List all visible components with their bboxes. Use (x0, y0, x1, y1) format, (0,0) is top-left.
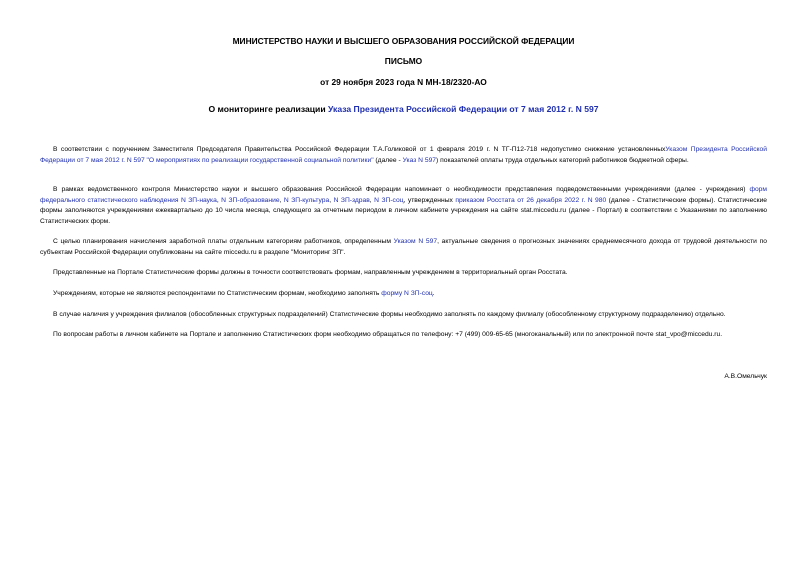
form-zp-obrazovanie-link[interactable]: N ЗП-образование (221, 196, 280, 204)
p2-text: , утвержденных (403, 196, 456, 204)
form-zp-soc-link-2[interactable]: форму N ЗП-соц (381, 290, 433, 297)
paragraph-5 (40, 289, 767, 300)
form-zp-kultura-link[interactable]: N ЗП-культура (283, 196, 330, 204)
form-zp-nauka-link[interactable]: форм федерального статистического наблюдения N ЗП-наука (40, 186, 767, 204)
decree-597-link[interactable]: Указом N 597 (393, 238, 438, 245)
p2-text: В рамках ведомственного контроля Министерство науки и высшего образования Российской Федерации напоминает о необходимости представления подведомственными учреждениями (далее - учреждения) (53, 186, 750, 193)
p5-text: . (432, 290, 435, 297)
paragraph-3 (40, 237, 767, 258)
document-date-number: от 29 ноября 2023 года N МН-18/2320-АО (320, 77, 487, 87)
subject-prefix: О мониторинге реализации (208, 104, 329, 114)
separator: , (329, 196, 334, 204)
separator: , (369, 196, 375, 204)
separator: , (279, 196, 284, 204)
paragraph-4: Представленные на Портале Статистические формы должны в точности соответствовать формам, направленным учреждением в территориальный орган Росстата. (53, 269, 568, 276)
paragraph-2 (40, 185, 767, 227)
document-subject (0, 104, 807, 115)
document-type: ПИСЬМО (384, 56, 423, 66)
p2-text: (далее - Статистические формы). Статистические формы заполняются учреждениями ежеквартально до 10 числа месяца, следующего за отчетным периодом в личном кабинете учреждения на сайте stat.miccedu.ru (далее - Портал) в соответствии с Указаниями по заполнению Статистических форм. (40, 196, 768, 225)
paragraph-7: По вопросам работы в личном кабинете на Портале и заполнению Статистических форм необходимо обращаться по телефону: +7 (499) 009-65-65 (многоканальный) или по электронной почте stat_vpo@miccedu.ru. (53, 331, 723, 338)
p1-text: ) показателей оплаты труда отдельных категорий работников бюджетной сферы. (436, 156, 689, 164)
p3-text: , актуальные сведения о прогнозных значениях среднемесячного дохода от трудовой деятельности по субъектам Российской Федерации опубликованы на сайте miccedu.ru в разделе "Мониторинг ЗП". (40, 238, 767, 256)
paragraph-1 (40, 145, 767, 166)
ministry-heading: МИНИСТЕРСТВО НАУКИ И ВЫСШЕГО ОБРАЗОВАНИЯ РОССИЙСКОЙ ФЕДЕРАЦИИ (232, 36, 575, 46)
p5-text: Учреждениям, которые не являются респондентами по Статистическим формам, необходимо заполнять (53, 290, 382, 297)
form-zp-zdrav-link[interactable]: N ЗП-здрав (333, 196, 370, 204)
p3-text: С целью планирования начисления заработной платы отдельным категориям работников, определенным (53, 238, 394, 245)
rosstat-order-link[interactable]: приказом Росстата от 26 декабря 2022 г. N 980 (455, 196, 607, 204)
paragraph-6: В случае наличия у учреждения филиалов (обособленных структурных подразделений) Статистические формы необходимо заполнять по каждому филиалу (обособленному структурному подразделению) отдельно. (53, 311, 726, 318)
form-zp-soc-link[interactable]: N ЗП-соц (374, 196, 404, 204)
separator: , (216, 196, 222, 204)
subject-decree-link[interactable]: Указа Президента Российской Федерации от 7 мая 2012 г. N 597 (328, 104, 599, 114)
p1-text: В соответствии с поручением Заместителя Председателя Правительства Российской Федерации Т.А.Голиковой от 1 февраля 2019 г. N ТГ-П12-718 недопустимо снижение установленных (53, 146, 666, 153)
decree-597-full-link[interactable]: Указом Президента Российской Федерации от 7 мая 2012 г. N 597 "О мероприятиях по реализации государственной социальной политики" (40, 146, 767, 164)
signature: А.В.Омельчук (724, 373, 767, 380)
decree-597-short-link[interactable]: Указ N 597 (402, 156, 437, 164)
p1-text: (далее - (373, 156, 403, 164)
